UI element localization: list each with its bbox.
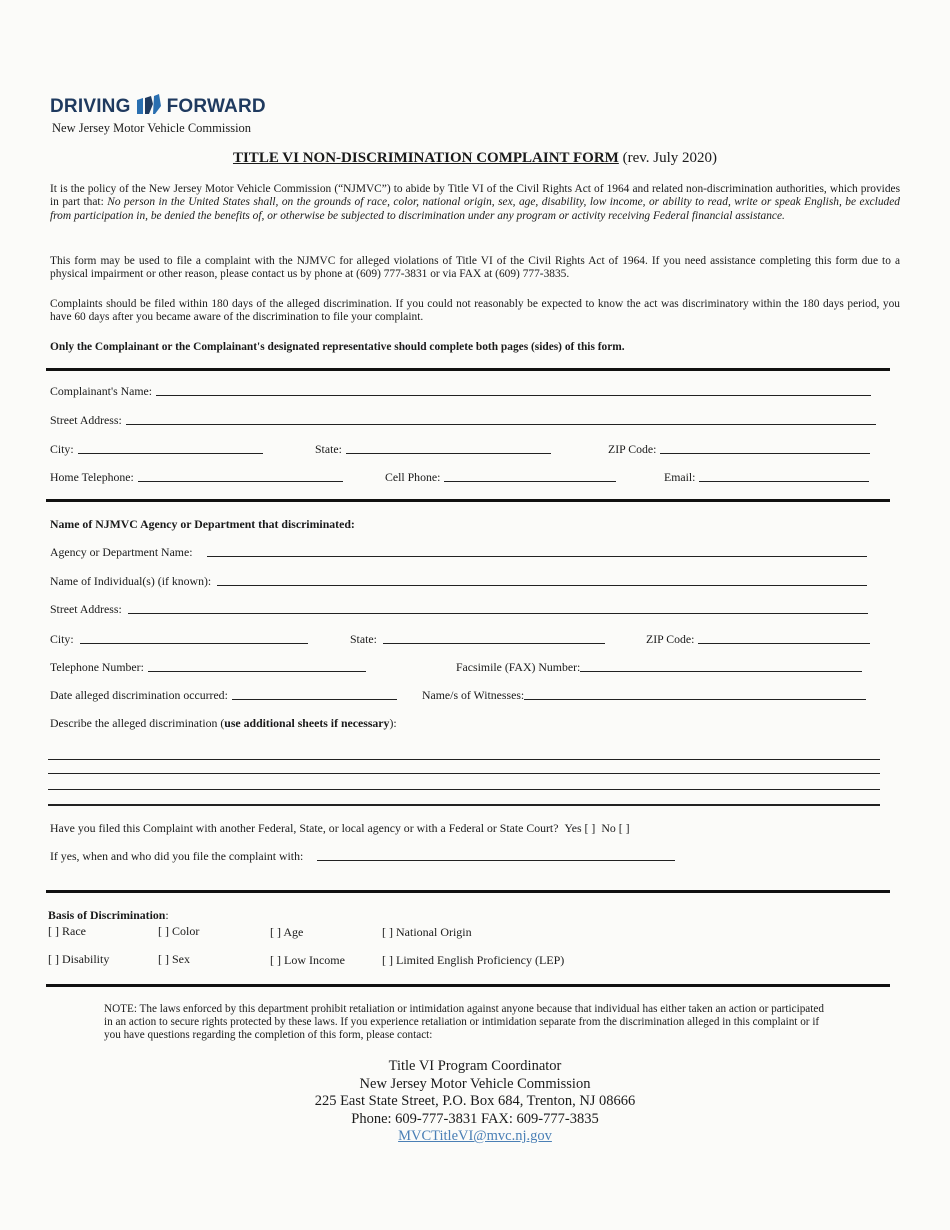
input-line[interactable] bbox=[660, 452, 870, 454]
agency-city-field[interactable] bbox=[50, 632, 308, 647]
input-line[interactable] bbox=[207, 555, 867, 557]
telephone-number-field[interactable] bbox=[50, 660, 366, 675]
input-line[interactable] bbox=[217, 584, 867, 586]
cell-phone-field[interactable] bbox=[385, 470, 616, 485]
retaliation-note: NOTE: The laws enforced by this department prohibit retaliation or intimidation against anyone because that individual has either taken an action or participated in an action to secure rights protected by these laws. If you experience retaliation or intimidation separate from the discrimination alleged in this complaint or if you have questions regarding the completion of this form, please contact: bbox=[104, 1003, 824, 1041]
lep-checkbox[interactable]: [ ] Limited English Proficiency (LEP) bbox=[382, 953, 565, 967]
field-label: Home Telephone: bbox=[50, 470, 134, 484]
age-checkbox[interactable]: [ ] Age bbox=[270, 925, 304, 939]
contact-agency: New Jersey Motor Vehicle Commission bbox=[359, 1075, 591, 1092]
deadline-paragraph: Complaints should be filed within 180 days of the alleged discrimination. If you could not reasonably be expected to know the act was discriminatory within the 180 days period, you have 60 days after you became aware of the discrimination to file your complaint. bbox=[50, 298, 900, 324]
email-field[interactable] bbox=[664, 470, 869, 485]
field-label: Telephone Number: bbox=[50, 660, 144, 674]
question-text: Have you filed this Complaint with another Federal, State, or local agency or with a Federal or State Court? bbox=[50, 821, 559, 835]
input-line[interactable] bbox=[156, 394, 871, 396]
home-telephone-field[interactable] bbox=[50, 470, 343, 485]
agency-subtitle: New Jersey Motor Vehicle Commission bbox=[52, 121, 252, 135]
basis-heading bbox=[48, 908, 169, 923]
field-label: If yes, when and who did you file the complaint with: bbox=[50, 849, 304, 863]
field-label: Email: bbox=[664, 470, 696, 484]
section-divider bbox=[46, 890, 890, 893]
input-line[interactable] bbox=[699, 480, 869, 482]
race-checkbox[interactable]: [ ] Race bbox=[48, 924, 86, 938]
field-label: Name of Individual(s) (if known): bbox=[50, 574, 212, 588]
describe-text-end: ): bbox=[389, 716, 397, 730]
sex-checkbox[interactable]: [ ] Sex bbox=[158, 952, 190, 966]
input-line[interactable] bbox=[80, 642, 308, 644]
describe-text: Describe the alleged discrimination ( bbox=[50, 716, 225, 730]
contact-phone-fax: Phone: 609-777-3831 FAX: 609-777-3835 bbox=[351, 1110, 599, 1127]
contact-block bbox=[0, 1058, 950, 1146]
input-line[interactable] bbox=[232, 698, 397, 700]
input-line[interactable] bbox=[126, 423, 876, 425]
form-revision: (rev. July 2020) bbox=[622, 150, 718, 166]
input-line[interactable] bbox=[78, 452, 263, 454]
description-line[interactable] bbox=[48, 789, 880, 790]
description-line[interactable] bbox=[48, 759, 880, 760]
assistance-paragraph: This form may be used to file a complaint with the NJMVC for alleged violations of Title VI of the Civil Rights Act of 1964. If you need assistance completing this form due to a physical impairment or other reason, please contact us by phone at (609) 777-3831 or via FAX at (609) 777-3835. bbox=[50, 255, 900, 281]
logo-text-right: FORWARD bbox=[166, 96, 266, 117]
input-line[interactable] bbox=[444, 480, 616, 482]
input-line[interactable] bbox=[346, 452, 551, 454]
witnesses-field[interactable] bbox=[422, 688, 866, 703]
description-line[interactable] bbox=[48, 804, 880, 806]
agency-street-field[interactable] bbox=[50, 602, 868, 617]
basis-heading-text: Basis of Discrimination bbox=[48, 908, 166, 922]
description-line[interactable] bbox=[48, 773, 880, 774]
policy-quote: No person in the United States shall, on the grounds of race, color, national origin, sex, age, disability, low income, or ability to read, write or speak English, be excluded from participation in, be denied the benefits of, or otherwise be subjected to discrimination under any program or activity receiving Federal financial assistance. bbox=[50, 196, 900, 222]
contact-email-link[interactable]: MVCTitleVI@mvc.nj.gov bbox=[398, 1128, 552, 1144]
field-label: Complainant's Name: bbox=[50, 384, 153, 398]
date-occurred-field[interactable] bbox=[50, 688, 397, 703]
input-line[interactable] bbox=[138, 480, 343, 482]
njmvc-logo bbox=[50, 96, 266, 118]
input-line[interactable] bbox=[580, 670, 862, 672]
section-divider bbox=[46, 984, 890, 987]
individuals-name-field[interactable] bbox=[50, 574, 867, 589]
field-label: Facsimile (FAX) Number: bbox=[456, 660, 581, 674]
field-label: Street Address: bbox=[50, 602, 122, 616]
complainant-zip-field[interactable] bbox=[608, 442, 870, 457]
policy-paragraph bbox=[50, 183, 900, 223]
field-label: State: bbox=[315, 442, 342, 456]
field-label: State: bbox=[350, 632, 377, 646]
complainant-state-field[interactable] bbox=[315, 442, 551, 457]
color-checkbox[interactable]: [ ] Color bbox=[158, 924, 200, 938]
policy-text: It is the policy of the New Jersey Motor Vehicle Commission (“NJMVC”) to abide by Title VI of the Civil Rights Act of 1964 and related non-discrimination authorities, which provides in part that: bbox=[50, 183, 900, 209]
agency-state-field[interactable] bbox=[350, 632, 605, 647]
field-label: ZIP Code: bbox=[646, 632, 695, 646]
field-label: City: bbox=[50, 632, 74, 646]
disability-checkbox[interactable]: [ ] Disability bbox=[48, 952, 110, 966]
input-line[interactable] bbox=[128, 612, 868, 614]
form-title bbox=[0, 150, 950, 167]
input-line[interactable] bbox=[698, 642, 870, 644]
describe-emphasis: use additional sheets if necessary bbox=[224, 716, 390, 730]
complainant-city-field[interactable] bbox=[50, 442, 263, 457]
filed-elsewhere-question bbox=[50, 821, 630, 836]
input-line[interactable] bbox=[524, 698, 866, 700]
field-label: Name/s of Witnesses: bbox=[422, 688, 525, 702]
field-label: ZIP Code: bbox=[608, 442, 657, 456]
yes-checkbox[interactable]: Yes [ ] bbox=[564, 821, 596, 835]
describe-discrimination-label bbox=[50, 716, 397, 731]
national-origin-checkbox[interactable]: [ ] National Origin bbox=[382, 925, 472, 939]
input-line[interactable] bbox=[383, 642, 605, 644]
field-label: Date alleged discrimination occurred: bbox=[50, 688, 228, 702]
contact-title: Title VI Program Coordinator bbox=[388, 1058, 562, 1074]
fax-number-field[interactable] bbox=[456, 660, 862, 675]
complete-both-pages-note: Only the Complainant or the Complainant's designated representative should complete both pages (sides) of this form. bbox=[50, 341, 625, 353]
field-label: Street Address: bbox=[50, 413, 122, 427]
filed-with-field[interactable] bbox=[50, 849, 675, 864]
field-label: Agency or Department Name: bbox=[50, 545, 193, 559]
agency-name-field[interactable] bbox=[50, 545, 867, 560]
complainant-street-field[interactable] bbox=[50, 413, 876, 428]
field-label: City: bbox=[50, 442, 74, 456]
form-title-main: TITLE VI NON-DISCRIMINATION COMPLAINT FORM bbox=[232, 150, 619, 166]
field-label: Cell Phone: bbox=[385, 470, 441, 484]
input-line[interactable] bbox=[148, 670, 366, 672]
agency-zip-field[interactable] bbox=[646, 632, 870, 647]
agency-section-heading: Name of NJMVC Agency or Department that discriminated: bbox=[50, 517, 355, 531]
logo-text-left: DRIVING bbox=[50, 96, 131, 117]
complainant-name-field[interactable] bbox=[50, 384, 871, 399]
no-checkbox[interactable]: No [ ] bbox=[601, 821, 630, 835]
low-income-checkbox[interactable]: [ ] Low Income bbox=[270, 953, 345, 967]
input-line[interactable] bbox=[317, 859, 675, 861]
nj-state-icon bbox=[135, 94, 163, 116]
basis-heading-colon: : bbox=[165, 908, 169, 922]
section-divider bbox=[46, 499, 890, 502]
section-divider bbox=[46, 368, 890, 371]
contact-address: 225 East State Street, P.O. Box 684, Trenton, NJ 08666 bbox=[314, 1093, 636, 1109]
